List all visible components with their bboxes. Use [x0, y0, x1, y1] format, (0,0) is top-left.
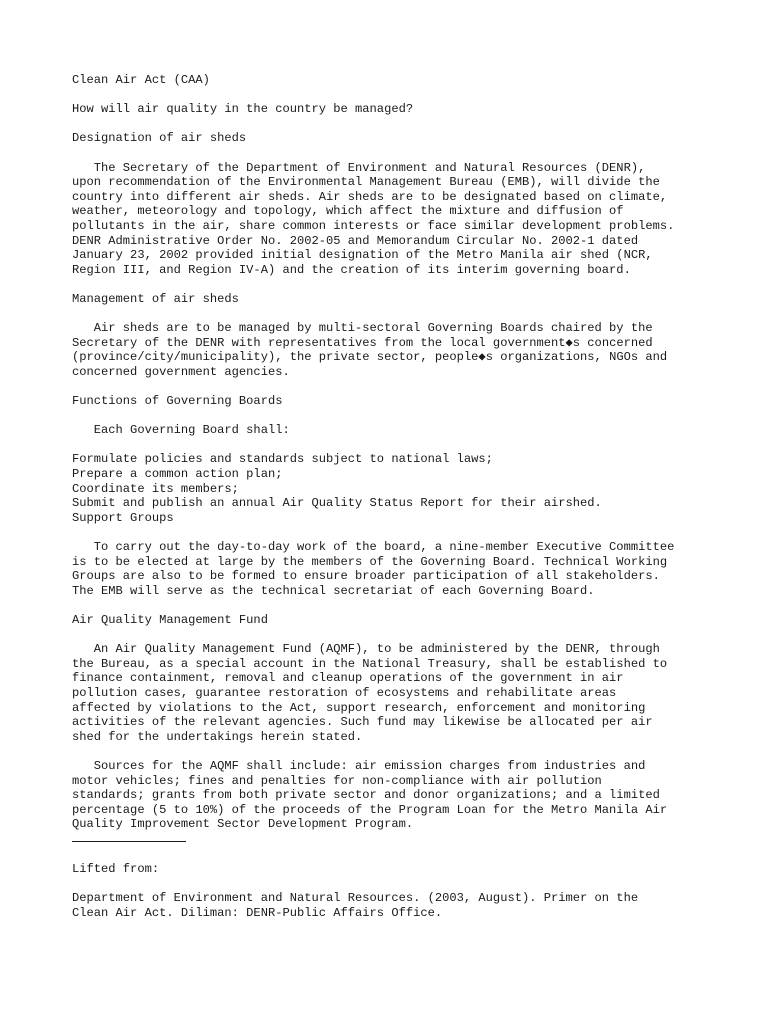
paragraph-line: pollution cases, guarantee restoration of ecosystems and rehabilitate areas: [72, 685, 617, 700]
management-paragraph: [72, 321, 708, 379]
spacer: [72, 438, 708, 453]
list-item: Submit and publish an annual Air Quality Status Report for their airshed.: [72, 496, 602, 511]
support-paragraph: [72, 540, 708, 598]
spacer: [72, 307, 708, 322]
paragraph-line: country into different air sheds. Air sheds are to be designated based on climate,: [72, 189, 668, 204]
paragraph-line: pollutants in the air, share common interests or face similar development problems.: [72, 218, 675, 233]
paragraph-line: Quality Improvement Sector Development Program.: [72, 817, 414, 832]
paragraph-line: Groups are also to be formed to ensure broader participation of all stakeholders.: [72, 569, 660, 584]
paragraph-line: affected by violations to the Act, support research, enforcement and monitoring: [72, 700, 646, 715]
section-heading-support: Support Groups: [72, 510, 174, 525]
paragraph-line: (province/city/municipality), the private sector, people◆s organizations, NGOs and: [72, 350, 668, 365]
paragraph-line: is to be elected at large by the members of the Governing Board. Technical Working: [72, 554, 668, 569]
paragraph-line: weather, meteorology and topology, which affect the mixture and diffusion of: [72, 204, 624, 219]
spacer: [72, 379, 708, 394]
paragraph-line: Secretary of the DENR with representatives from the local government◆s concerned: [72, 335, 653, 350]
paragraph-line: Air sheds are to be managed by multi-sectoral Governing Boards chaired by the: [72, 321, 653, 336]
paragraph-line: percentage (5 to 10%) of the proceeds of the Program Loan for the Metro Manila Air: [72, 802, 668, 817]
footnote-divider: [72, 841, 186, 842]
paragraph-line: shed for the undertakings herein stated.: [72, 729, 363, 744]
citation: [72, 891, 708, 920]
document-question: How will air quality in the country be managed?: [72, 102, 414, 117]
spacer: [72, 88, 708, 103]
section-heading-management: Management of air sheds: [72, 291, 239, 306]
spacer: [72, 146, 708, 161]
paragraph-line: finance containment, removal and cleanup operations of the government in air: [72, 671, 624, 686]
paragraph-line: To carry out the day-to-day work of the board, a nine-member Executive Committee: [72, 540, 675, 554]
paragraph-line: The EMB will serve as the technical secretariat of each Governing Board.: [72, 583, 595, 598]
spacer: [72, 525, 708, 540]
fund-paragraph-1: [72, 642, 708, 744]
functions-intro: Each Governing Board shall:: [72, 423, 290, 438]
fund-paragraph-2: [72, 759, 708, 832]
paragraph-line: DENR Administrative Order No. 2002-05 and Memorandum Circular No. 2002-1 dated: [72, 233, 639, 248]
paragraph-line: activities of the relevant agencies. Such fund may likewise be allocated per air: [72, 715, 653, 730]
paragraph-line: concerned government agencies.: [72, 364, 290, 379]
paragraph-line: January 23, 2002 provided initial designation of the Metro Manila air shed (NCR,: [72, 248, 653, 263]
paragraph-line: Region III, and Region IV-A) and the creation of its interim governing board.: [72, 262, 631, 277]
section-heading-fund: Air Quality Management Fund: [72, 612, 268, 627]
spacer: [72, 277, 708, 292]
section-heading-designation: Designation of air sheds: [72, 131, 247, 146]
paragraph-line: standards; grants from both private sector and donor organizations; and a limited: [72, 788, 660, 803]
paragraph-line: The Secretary of the Department of Environment and Natural Resources (DENR),: [72, 160, 646, 175]
document-title: Clean Air Act (CAA): [72, 73, 210, 87]
paragraph-line: the Bureau, as a special account in the National Treasury, shall be established to: [72, 656, 668, 671]
spacer: [72, 628, 708, 643]
list-item: Prepare a common action plan;: [72, 467, 283, 482]
spacer: [72, 117, 708, 132]
functions-list: [72, 452, 708, 510]
paragraph-line: motor vehicles; fines and penalties for non-compliance with air pollution: [72, 773, 602, 788]
list-item: Formulate policies and standards subject to national laws;: [72, 452, 493, 467]
spacer: [72, 409, 708, 424]
list-item: Coordinate its members;: [72, 481, 239, 496]
paragraph-line: upon recommendation of the Environmental Management Bureau (EMB), will divide the: [72, 175, 660, 190]
citation-line: Department of Environment and Natural Resources. (2003, August). Primer on the: [72, 891, 639, 906]
spacer: [72, 744, 708, 759]
designation-paragraph: [72, 161, 708, 278]
spacer: [72, 598, 708, 613]
section-heading-functions: Functions of Governing Boards: [72, 394, 283, 409]
citation-line: Clean Air Act. Diliman: DENR-Public Affairs Office.: [72, 905, 443, 920]
footnote-label: Lifted from:: [72, 861, 160, 876]
spacer: [72, 876, 708, 891]
paragraph-line: An Air Quality Management Fund (AQMF), to be administered by the DENR, through: [72, 642, 660, 657]
paragraph-line: Sources for the AQMF shall include: air emission charges from industries and: [72, 758, 646, 773]
